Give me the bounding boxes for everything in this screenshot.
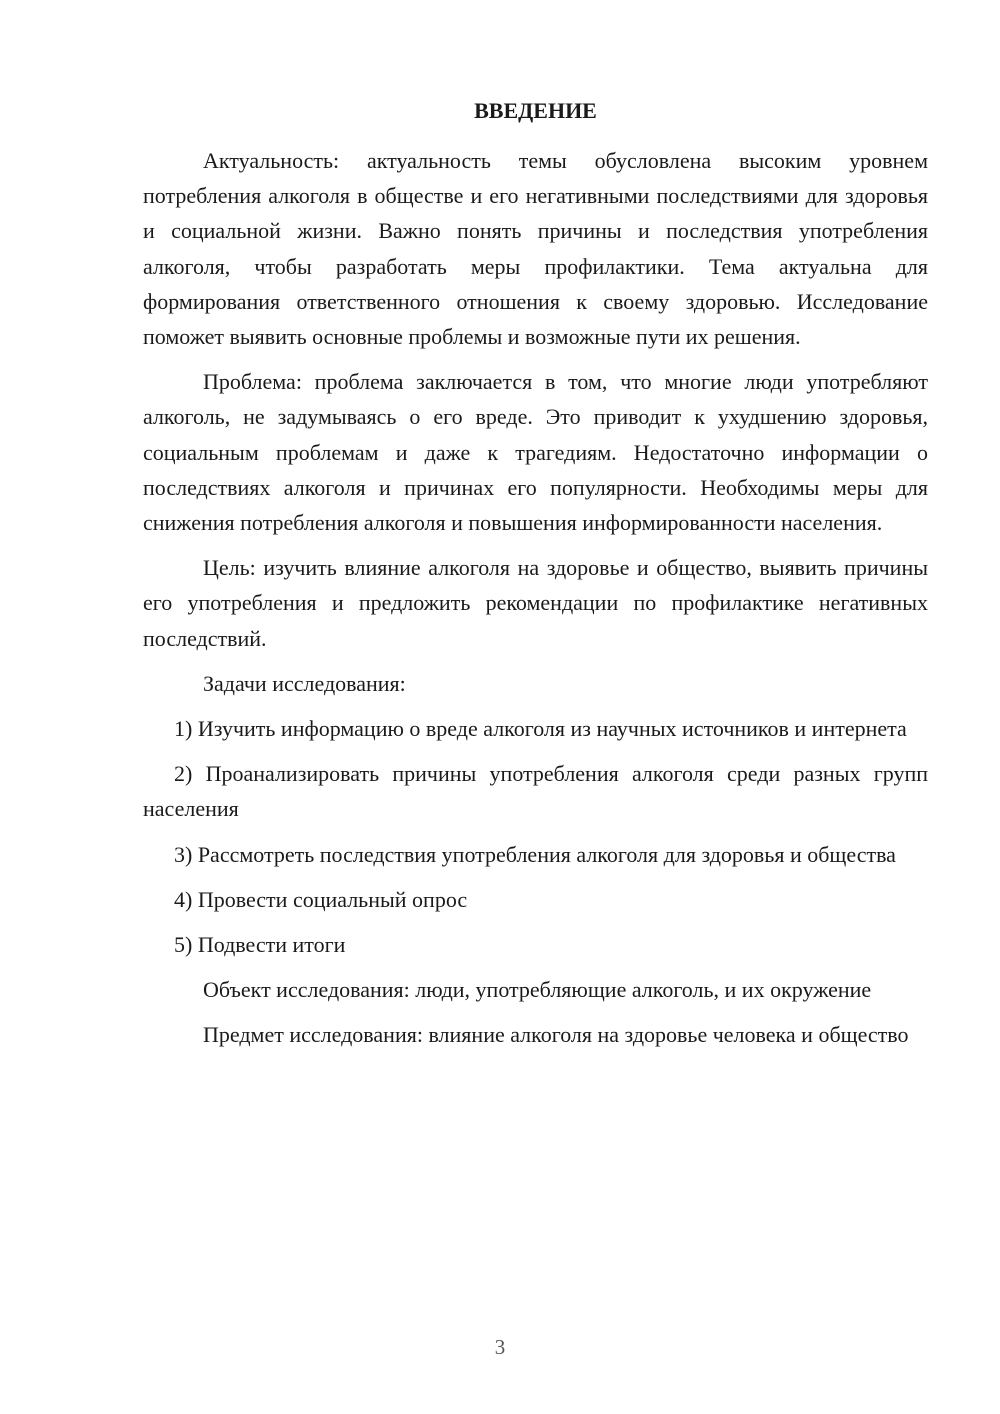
task-item: 5) Подвести итоги (174, 932, 346, 958)
page-number: 3 (494, 1335, 506, 1359)
task-item: 3) Рассмотреть последствия употребления алкоголя для здоровья и общества (174, 841, 896, 867)
paragraph-object: Объект исследования: люди, употребляющие алкоголь, и их окружение (203, 977, 872, 1003)
paragraph-tasks-intro: Задачи исследования: (203, 670, 406, 696)
paragraph-relevance: Актуальность: актуальность темы обусловлена высоким уровнем потребления алкоголя в обществе и его негативными последствиями для здоровья и социальной жизни. Важно понять причины и последствия употребления алкоголя, чтобы разработать меры профилактики. Тема актуальна для формирования ответственного отношения к своему здоровью. Исследование поможет выявить основные проблемы и возможные пути их решения. (143, 148, 928, 350)
paragraph-goal: Цель: изучить влияние алкоголя на здоровье и общество, выявить причины его употребления и предложить рекомендации по профилактике негативных последствий. (143, 555, 928, 651)
paragraph-subject: Предмет исследования: влияние алкоголя на здоровье человека и общество (203, 1022, 909, 1048)
task-item: 4) Провести социальный опрос (174, 886, 468, 912)
task-item: 2) Проанализировать причины употребления алкоголя среди разных групп населения (143, 761, 928, 822)
task-item: 1) Изучить информацию о вреде алкоголя из научных источников и интернета (174, 716, 907, 742)
document-page (143, 93, 928, 1053)
paragraph-problem: Проблема: проблема заключается в том, что многие люди употребляют алкоголь, не задумываясь о его вреде. Это приводит к ухудшению здоровья, социальным проблемам и даже к трагедиям. Недостаточно информации о последствиях алкоголя и причинах его популярности. Необходимы меры для снижения потребления алкоголя и повышения информированности населения. (143, 369, 928, 536)
section-heading: ВВЕДЕНИЕ (474, 98, 597, 123)
